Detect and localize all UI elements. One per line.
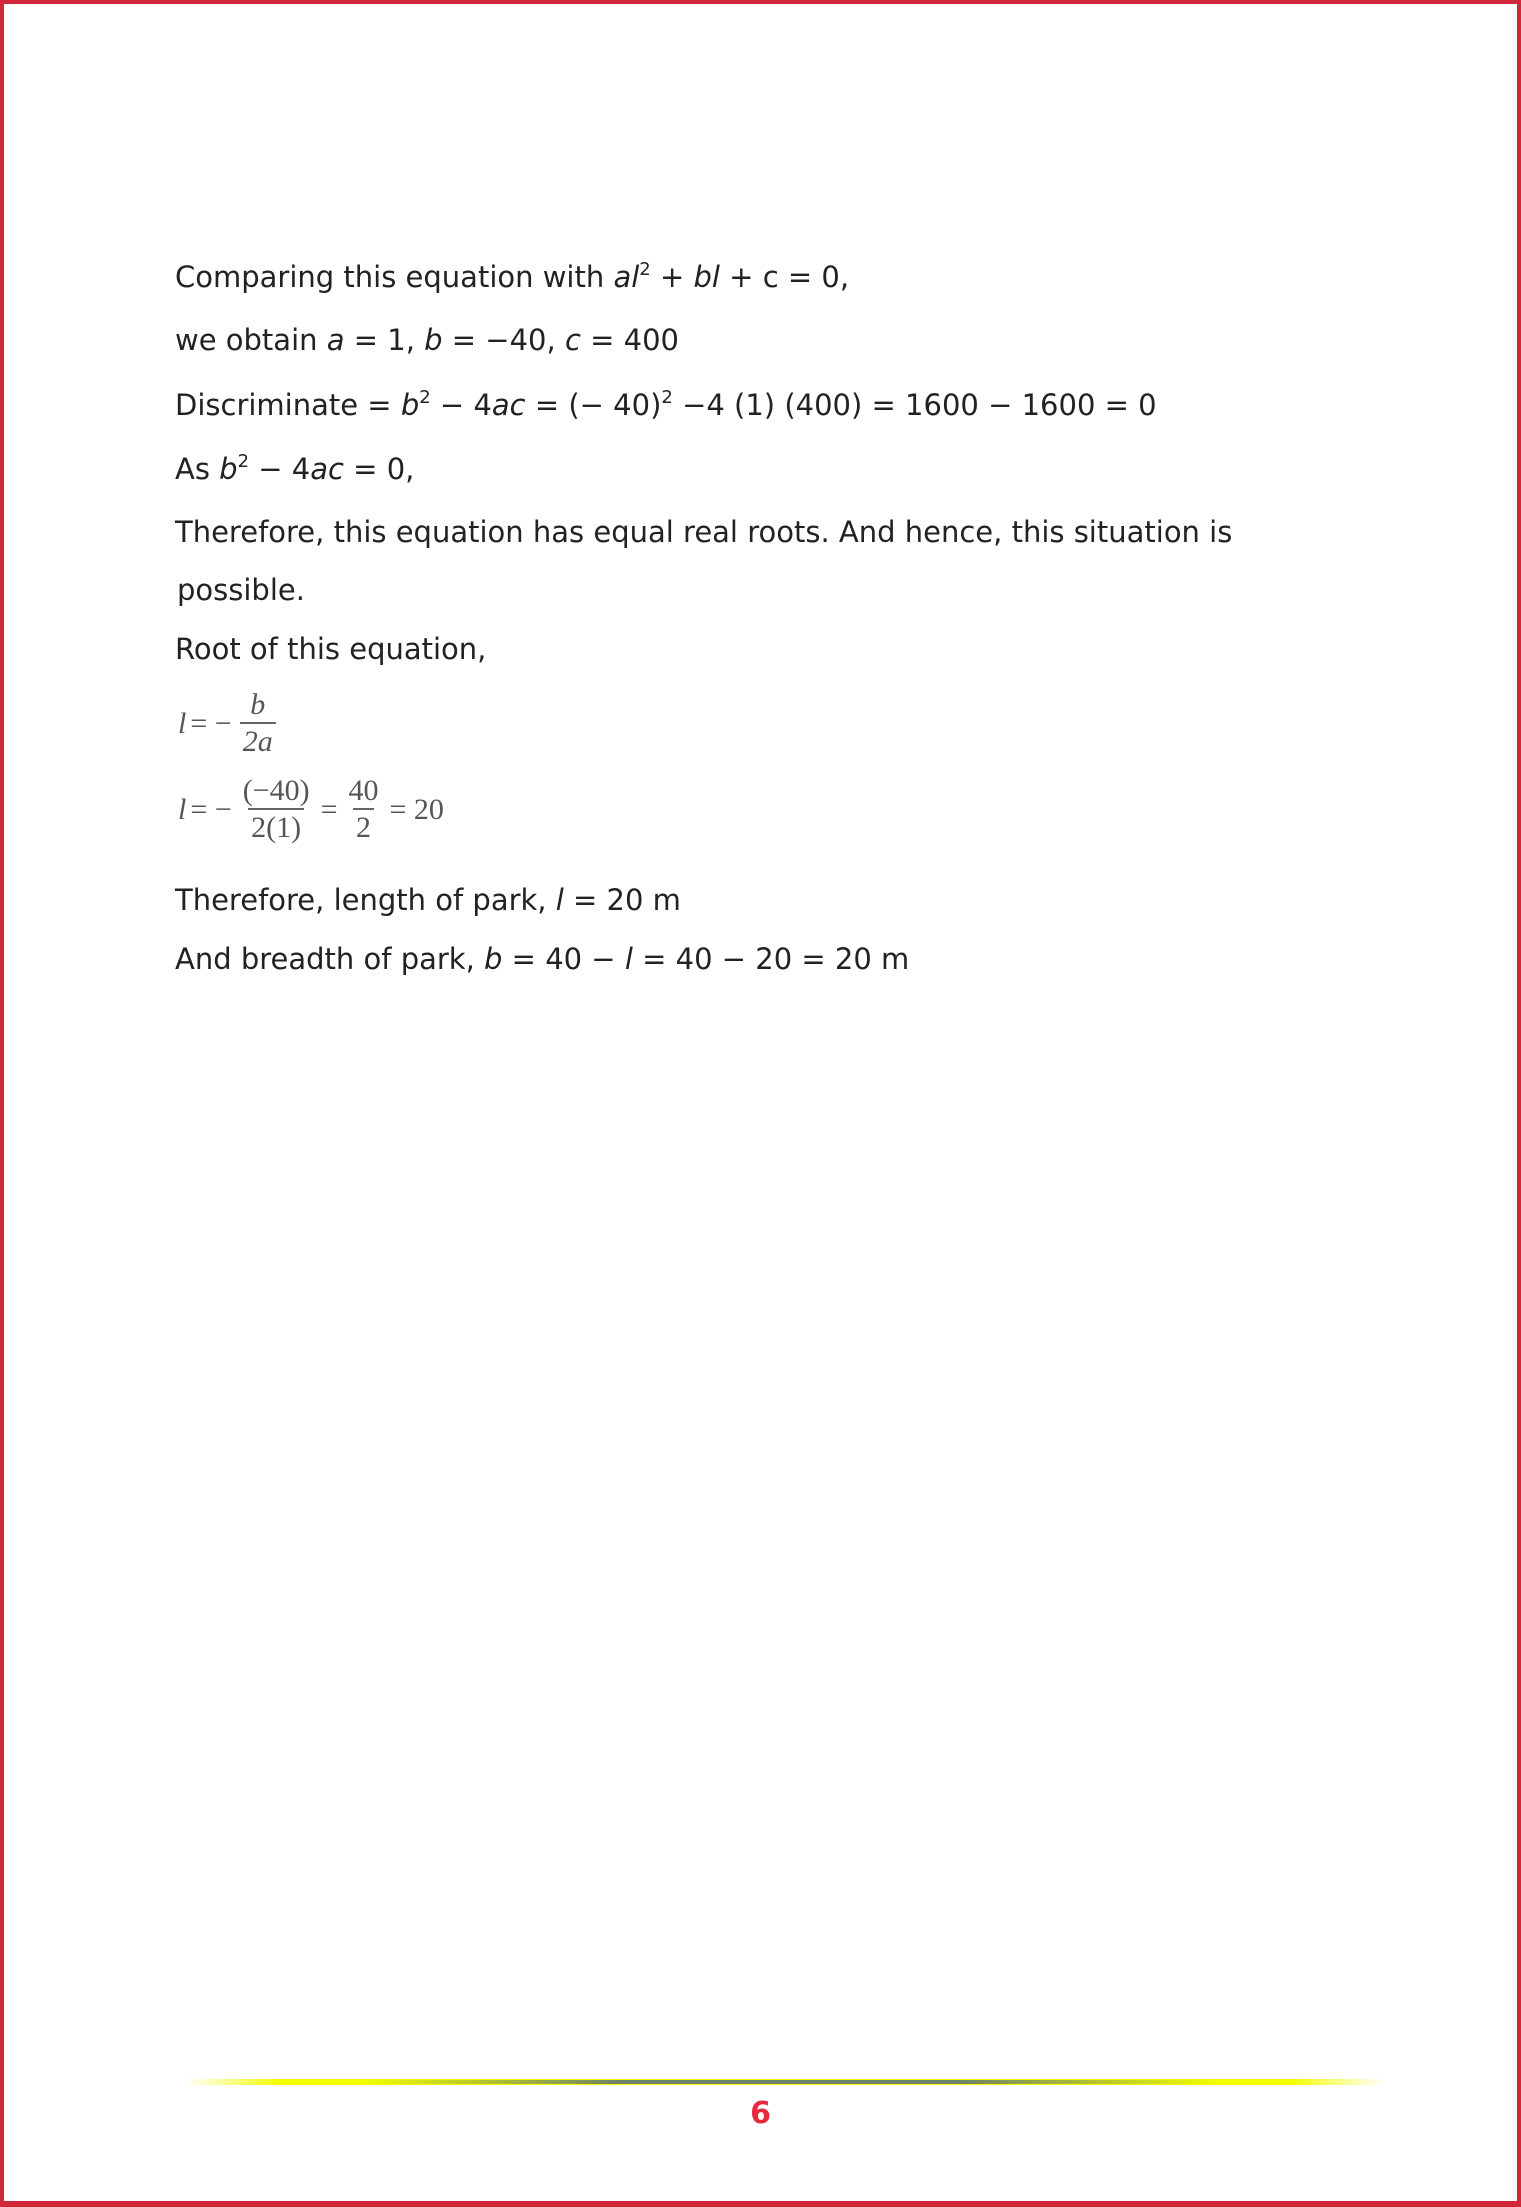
footer-divider-core — [360, 2080, 1220, 2084]
text: −4 (1) (400) = 1600 − 1600 = 0 — [672, 388, 1157, 422]
text-line-possible: possible. — [177, 573, 305, 607]
text: + c = 0, — [719, 260, 850, 294]
math-var: ac — [310, 452, 344, 486]
formula-root-evaluated — [178, 774, 444, 846]
math-result: = 20 — [389, 793, 444, 826]
text: = −40, — [442, 323, 565, 357]
fraction — [240, 688, 276, 760]
text-line-comparing — [175, 259, 849, 295]
math-var: al — [613, 260, 640, 294]
text: = (− 40) — [525, 388, 662, 422]
fraction — [346, 774, 382, 846]
math-var: l — [178, 793, 187, 826]
math-var: b — [424, 323, 443, 357]
denominator: 2a — [240, 722, 276, 760]
text: = 400 — [580, 323, 679, 357]
math-operator: = — [320, 793, 338, 826]
text: Therefore, length of park, — [175, 883, 556, 917]
math-var: b — [219, 452, 238, 486]
superscript: 2 — [237, 451, 250, 472]
text: Discriminate = — [175, 388, 401, 422]
numerator: (−40) — [242, 774, 310, 807]
text-line-root: Root of this equation, — [175, 632, 487, 666]
text: − 4 — [249, 452, 311, 486]
math-var: c — [564, 323, 581, 357]
superscript: 2 — [419, 387, 431, 408]
fraction — [240, 774, 313, 846]
page-number: 6 — [750, 2096, 771, 2131]
math-var: b — [400, 388, 420, 422]
text: = 1, — [344, 323, 425, 357]
text-line-length — [175, 882, 681, 918]
math-var: ac — [491, 388, 526, 422]
text: As — [175, 452, 220, 486]
math-var: a — [326, 323, 345, 357]
text-line-as — [175, 451, 414, 487]
math-var: l — [555, 883, 564, 917]
formula-root — [178, 688, 280, 760]
text-line-breadth — [175, 941, 909, 977]
math-var: b — [484, 942, 503, 976]
denominator: 2 — [353, 808, 374, 846]
text: Comparing this equation with — [175, 260, 614, 294]
text-line-therefore: Therefore, this equation has equal real roots. And hence, this situation is — [175, 515, 1233, 549]
numerator: 40 — [348, 774, 379, 807]
text: = 0, — [343, 452, 415, 486]
text: = 40 − 20 = 20 m — [632, 942, 910, 976]
denominator: 2(1) — [248, 808, 304, 846]
math-operator: = − — [190, 793, 232, 826]
math-var: l — [178, 707, 187, 740]
superscript: 2 — [661, 387, 673, 408]
text: we obtain — [175, 323, 327, 357]
text-line-obtain — [175, 322, 679, 358]
math-var: l — [624, 942, 633, 976]
text: + — [650, 260, 694, 294]
numerator: b — [250, 688, 266, 721]
text: And breadth of park, — [175, 942, 485, 976]
text: = 20 m — [563, 883, 681, 917]
text: = 40 − — [502, 942, 625, 976]
text: − 4 — [430, 388, 492, 422]
superscript: 2 — [639, 259, 651, 280]
math-var: bl — [693, 260, 720, 294]
math-operator: = − — [190, 707, 232, 740]
text-line-discriminant — [175, 387, 1157, 423]
